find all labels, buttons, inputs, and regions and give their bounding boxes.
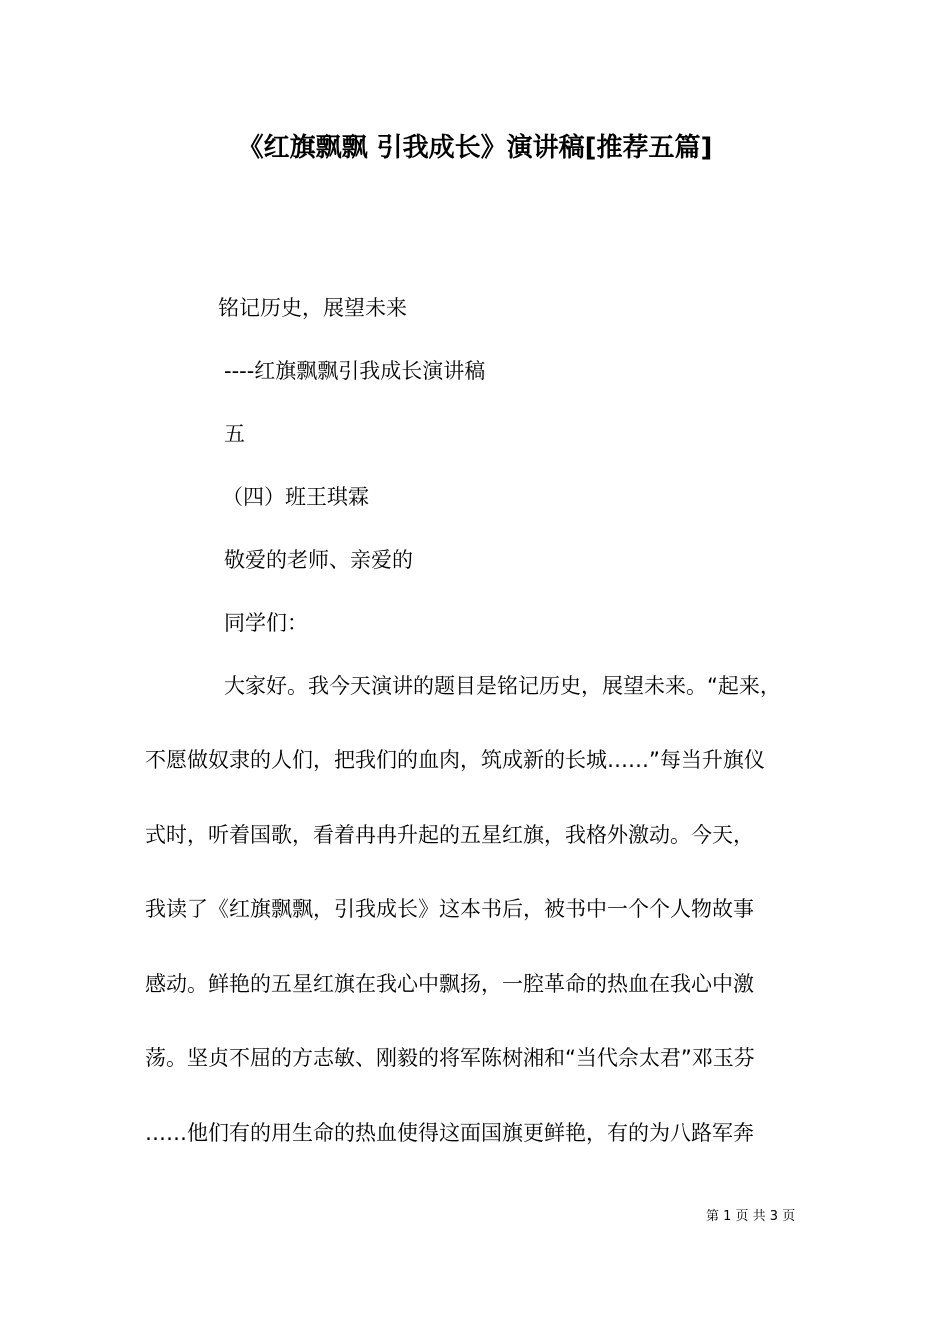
body-line: 我读了《红旗飘飘，引我成长》这本书后，被书中一个个人物故事 (145, 897, 754, 921)
document-title: 《红旗飘飘 引我成长》演讲稿[推荐五篇] (237, 133, 713, 163)
body-line: ……他们有的用生命的热血使得这面国旗更鲜艳，有的为八路军奔 (145, 1121, 754, 1145)
salutation-line-1: 敬爱的老师、亲爱的 (224, 548, 413, 572)
page-number: 第 1 页 共 3 页 (706, 1209, 796, 1224)
body-line: 荡。坚贞不屈的方志敏、刚毅的将军陈树湘和“当代佘太君”邓玉芬 (145, 1046, 755, 1070)
class-name-line: （四）班王琪霖 (222, 485, 369, 509)
dash-line: ----红旗飘飘引我成长演讲稿 (224, 359, 486, 383)
subheading: 铭记历史，展望未来 (218, 296, 407, 320)
body-line: 感动。鲜艳的五星红旗在我心中飘扬，一腔革命的热血在我心中激 (145, 972, 754, 996)
body-line: 式时，听着国歌，看着冉冉升起的五星红旗，我格外激动。今天， (145, 823, 754, 847)
salutation-line-2: 同学们： (224, 611, 308, 635)
number-line: 五 (224, 422, 245, 446)
body-line: 大家好。我今天演讲的题目是铭记历史，展望未来。“起来， (224, 674, 781, 698)
body-line: 不愿做奴隶的人们，把我们的血肉，筑成新的长城……”每当升旗仪 (145, 748, 765, 772)
